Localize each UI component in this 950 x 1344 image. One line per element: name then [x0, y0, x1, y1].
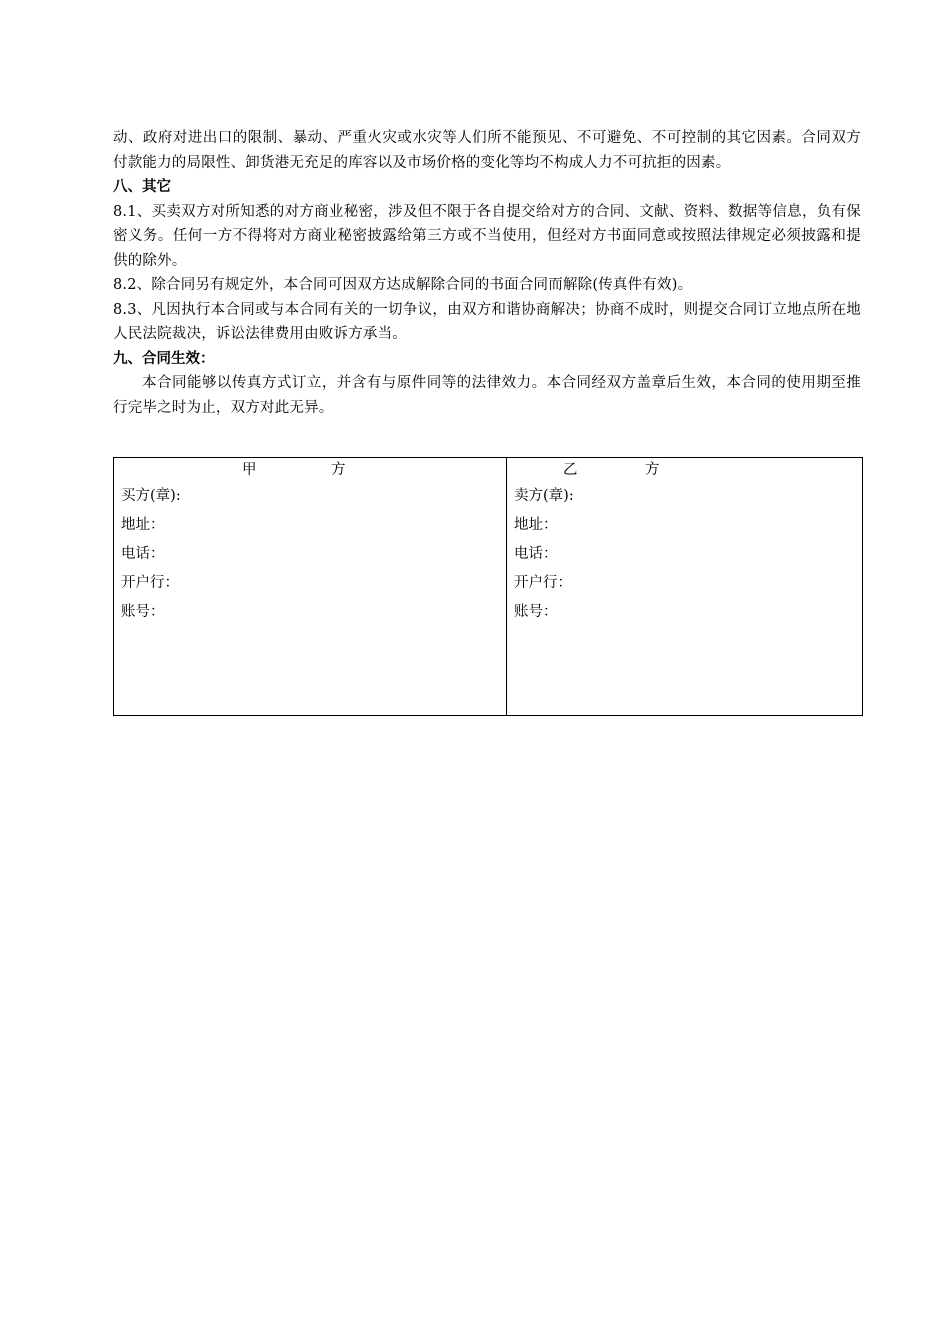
- party-b-account: 账号：: [514, 604, 558, 620]
- party-b-heading-char-1: 乙: [563, 462, 578, 478]
- paragraph-force-majeure: 动、政府对进出口的限制、暴动、严重火灾或水灾等人们所不能预见、不可避免、不可控制的其它因素。合同双方付款能力的局限性、卸货港无充足的库容以及市场价格的变化等均不构成人力不可抗拒的因素。: [113, 130, 861, 171]
- party-b-cell: [507, 458, 863, 716]
- section-heading-9: 九、合同生效：: [113, 350, 215, 367]
- party-a-buyer-seal: 买方(章):: [121, 488, 181, 504]
- clause-8-1: 8.1、买卖双方对所知悉的对方商业秘密，涉及但不限于各自提交给对方的合同、文献、资料、数据等信息，负有保密义务。任何一方不得将对方商业秘密披露给第三方或不当使用，但经对方书面同意或按照法律规定必须披露和提供的除外。: [113, 203, 861, 269]
- party-b-address: 地址：: [514, 517, 558, 533]
- clause-8-2: 8.2、除合同另有规定外，本合同可因双方达成解除合同的书面合同而解除(传真件有效)。: [113, 277, 693, 293]
- signature-table: [113, 457, 863, 716]
- party-a-cell: [114, 458, 507, 716]
- party-b-phone: 电话：: [514, 546, 558, 562]
- paragraph-effectiveness: 本合同能够以传真方式订立，并含有与原件同等的法律效力。本合同经双方盖章后生效，本合同的使用期至推行完毕之时为止，双方对此无异。: [113, 375, 861, 416]
- party-b-bank: 开户行：: [514, 575, 572, 591]
- party-b-seller-seal: 卖方(章):: [514, 488, 574, 504]
- party-a-heading: [114, 458, 506, 482]
- party-b-heading: [507, 458, 862, 482]
- party-a-heading-char-2: 方: [331, 462, 346, 478]
- party-a-bank: 开户行：: [121, 575, 179, 591]
- party-b-heading-char-2: 方: [645, 462, 660, 478]
- section-heading-8: 八、其它: [113, 179, 171, 195]
- party-a-heading-char-1: 甲: [242, 462, 257, 478]
- party-a-account: 账号：: [121, 604, 165, 620]
- party-a-address: 地址：: [121, 517, 165, 533]
- contract-body: [113, 126, 861, 420]
- party-a-phone: 电话：: [121, 546, 165, 562]
- clause-8-3: 8.3、凡因执行本合同或与本合同有关的一切争议，由双方和谐协商解决；协商不成时，则提交合同订立地点所在地人民法院裁决，诉讼法律费用由败诉方承当。: [113, 301, 861, 342]
